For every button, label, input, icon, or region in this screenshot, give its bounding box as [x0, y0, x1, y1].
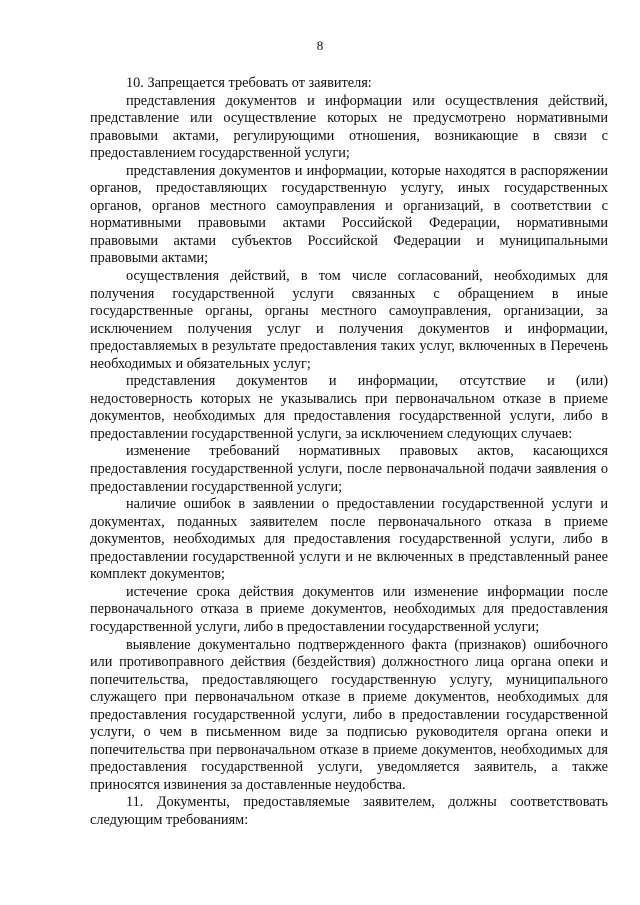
paragraph: выявление документально подтвержденного факта (признаков) ошибочного или противоправного действия (бездействия) должностного лица органа опеки и попечительства, предоставляющего государственную услугу, муниципального служащего при первоначальном отказе в приеме документов, необходимых для предоставления государственной услуги, либо в предоставлении государственной услуги, о чем в письменном виде за подписью руководителя органа опеки и попечительства при первоначальном отказе в приеме документов, необходимых для предоставления государственной услуги, уведомляется заявитель, а также приносятся извинения за доставленные неудобства.	[90, 636, 608, 793]
paragraph: представления документов и информации или осуществления действий, представление или осуществление которых не предусмотрено нормативными правовыми актами, регулирующими отношения, возникающие в связи с предоставлением государственной услуги;	[90, 92, 608, 162]
paragraph: осуществления действий, в том числе согласований, необходимых для получения государственной услуги связанных с обращением в иные государственные органы, органы местного самоуправления, организации, за исключением получения услуг и получения документов и информации, предоставляемых в результате предоставления таких услуг, включенных в Перечень необходимых и обязательных услуг;	[90, 268, 608, 372]
paragraph: наличие ошибок в заявлении о предоставлении государственной услуги и документах, поданных заявителем после первоначального отказа в приеме документов, необходимых для предоставления государственной услуги, либо в предоставлении государственной услуги и не включенных в представленный ранее комплект документов;	[90, 496, 608, 583]
paragraph: представления документов и информации, отсутствие и (или) недостоверность которых не указывались при первоначальном отказе в приеме документов, необходимых для предоставления государственной услуги, либо в предоставлении государственной услуги, за исключением следующих случаев:	[90, 373, 608, 442]
paragraph: изменение требований нормативных правовых актов, касающихся предоставления государственной услуги, после первоначальной подачи заявления о предоставлении государственной услуги;	[90, 443, 608, 495]
page-number: 8	[316, 38, 324, 53]
paragraph: представления документов и информации, которые находятся в распоряжении органов, предоставляющих государственную услугу, иных государственных органов, органов местного самоуправления и организаций, в соответствии с нормативными правовыми актами Российской Федерации, нормативными правовыми актами субъектов Российской Федерации и муниципальными правовыми актами;	[90, 162, 608, 267]
paragraph: истечение срока действия документов или изменение информации после первоначального отказа в приеме документов, необходимых для предоставления государственной услуги, либо в предоставлении государственной услуги;	[90, 583, 608, 635]
paragraph-item-10-heading: 10. Запрещается требовать от заявителя:	[126, 75, 372, 91]
paragraph-item-11: 11. Документы, предоставляемые заявителем, должны соответствовать следующим требованиям:	[90, 794, 608, 828]
document-body	[90, 75, 608, 830]
